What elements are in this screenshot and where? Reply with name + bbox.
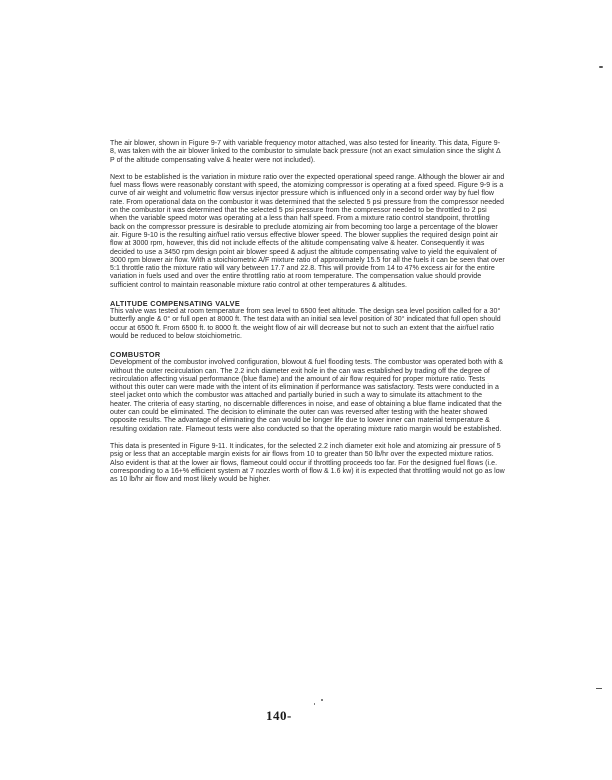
scan-speck	[599, 66, 603, 68]
paragraph-mixture-ratio: Next to be established is the variation in mixture ratio over the expected operational speed range. Although the blower air and fuel mass flows were reasonably constant with speed, the atomizing compressor is operating at a fixed speed. Figure 9-9 is a curve of air weight and volumetric flow versus injector pressure which is influenced only in a second order way by fuel flow rate. From operational data on the combustor it was determined that the selected 5 psi pressure from the compressor needed on the combustor it was determined that the selected 5 psi pressure from the compressor needed to be throttled to 2 psi when the variable speed motor was operating at a less than half speed. From a mixture ratio control standpoint, throttling back on the compressor pressure is desirable to preclude atomizing air from becoming too large a percentage of the blower air. Figure 9-10 is the resulting air/fuel ratio versus effective blower speed. The blower supplies the required design point air flow at 3000 rpm, however, this did not include effects of the altitude compensating valve & heater. Consequently it was decided to use a 3450 rpm design point air blower speed & adjust the altitude compensating valve to yield the equivalent of 3000 rpm blower air flow. With a stoichiometric A/F mixture ratio of approximately 15.5 for all the fuels it can be seen that over 5:1 throttle ratio the mixture ratio will vary between 17.7 and 22.8. This will provide from 14 to 47% excess air for the entire variation in fuels used and over the entire throttling ratio at room temperature. The compensation value should provide sufficient control to maintain reasonable mixture ratio control at other temperatures & altitudes.	[110, 173, 505, 289]
heading-altitude-valve: ALTITUDE COMPENSATING VALVE	[110, 299, 240, 309]
paragraph-air-blower: The air blower, shown in Figure 9-7 with variable frequency motor attached, was also tested for linearity. This data, Figure 9-8, was taken with the air blower linked to the combustor to simulate back pressure (not an exact simulation since the slight Δ P of the altitude compensating valve & heater were not included).	[110, 140, 501, 164]
paragraph-combustor: Development of the combustor involved configuration, blowout & fuel flooding tests. The combustor was operated both with & without the outer recirculation can. The 2.2 inch diameter exit hole in the can was established by trading off the degree of recirculation affecting visual performance (blue flame) and the amount of air flow required for proper mixture ratio. Tests without this outer can were made with the intent of its elimination if performance was satisfactory. Tests were conducted in a steel jacket onto which the combustor was attached and partially buried in such a way to simulate its attachment to the heater. The criteria of easy starting, no discernable differences in noise, and ease of obtaining a blue flame indicated that the outer can could be eliminated. The decision to eliminate the outer can was reversed after testing with the heater showed opposite results. The advantage of eliminating the can would be longer life due to lower inner can material temperature & resulting oxidation rate. Flameout tests were also conducted so that the operating mixture ratio margin would be established.	[110, 359, 504, 433]
paragraph-flameout-data: This data is presented in Figure 9-11. It indicates, for the selected 2.2 inch diameter exit hole and atomizing air pressure of 5 psig or less that an acceptable margin exists for air flows from 10 to greater than 50 lb/hr over the expected mixture ratios. Also evident is that at the lower air flows, flameout could occur if throttling proceeds too far. For the designed fuel flows (i.e. corresponding to a 16+% efficient system at 7 nozzles worth of flow & 1.6 kw) it is expected that throttling would not go as low as 10 lb/hr air flow and most likely would be higher.	[110, 442, 505, 484]
paragraph-altitude-valve: This valve was tested at room temperature from sea level to 6500 feet altitude. The design sea level position called for a 30° butterfly angle & 0° or full open at 8000 ft. The test data with an initial sea level position of 30° indicated that full open should occur at 6500 ft. From 6500 ft. to 8000 ft. the weight flow of air will decrease but not to such an extent that the air/fuel ratio would be reduced to below stoichiometric.	[110, 308, 501, 340]
page-number: 140-	[266, 708, 292, 723]
scan-speck	[596, 688, 602, 689]
body-text	[110, 140, 505, 493]
scan-speck	[321, 699, 323, 701]
heading-combustor: COMBUSTOR	[110, 350, 161, 360]
scan-speck	[314, 703, 315, 705]
